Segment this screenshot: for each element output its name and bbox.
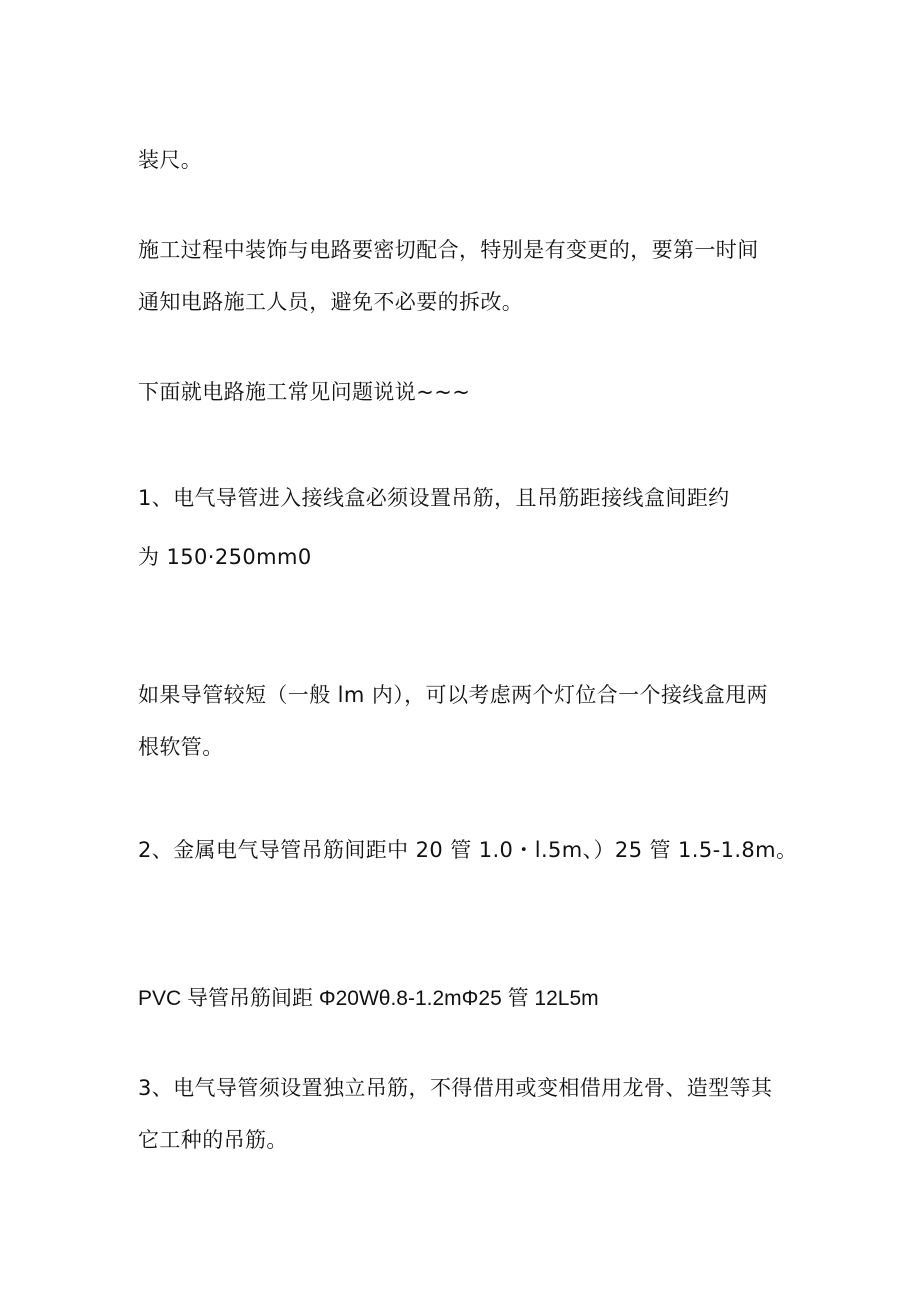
text-line-8: 根软管。: [138, 735, 224, 759]
text-line-9: 2、金属电气导管吊筋间距中 20 管 1.0・l.5m、）25 管 1.5-1.8m。: [138, 838, 798, 862]
text-line-10: PVC 导管吊筋间距 Φ20Wθ.8-1.2mΦ25 管 12L5m: [138, 987, 599, 1010]
text-line-7: 如果导管较短（一般 lm 内），可以考虑两个灯位合一个接线盒甩两: [138, 683, 768, 707]
text-line-12: 它工种的吊筋。: [138, 1128, 288, 1152]
text-line-5: 1、电气导管进入接线盒必须设置吊筋，且吊筋距接线盒间距约: [138, 486, 730, 510]
text-line-3: 通知电路施工人员，避免不必要的拆改。: [138, 290, 524, 314]
text-line-1: 装尺。: [138, 148, 203, 172]
text-line-2: 施工过程中装饰与电路要密切配合，特别是有变更的，要第一时间: [138, 238, 759, 262]
text-line-11: 3、电气导管须设置独立吊筋，不得借用或变相借用龙骨、造型等其: [138, 1076, 773, 1100]
text-line-6: 为 150·250mm0: [138, 545, 312, 569]
text-line-4: 下面就电路施工常见问题说说~~~: [138, 380, 471, 404]
